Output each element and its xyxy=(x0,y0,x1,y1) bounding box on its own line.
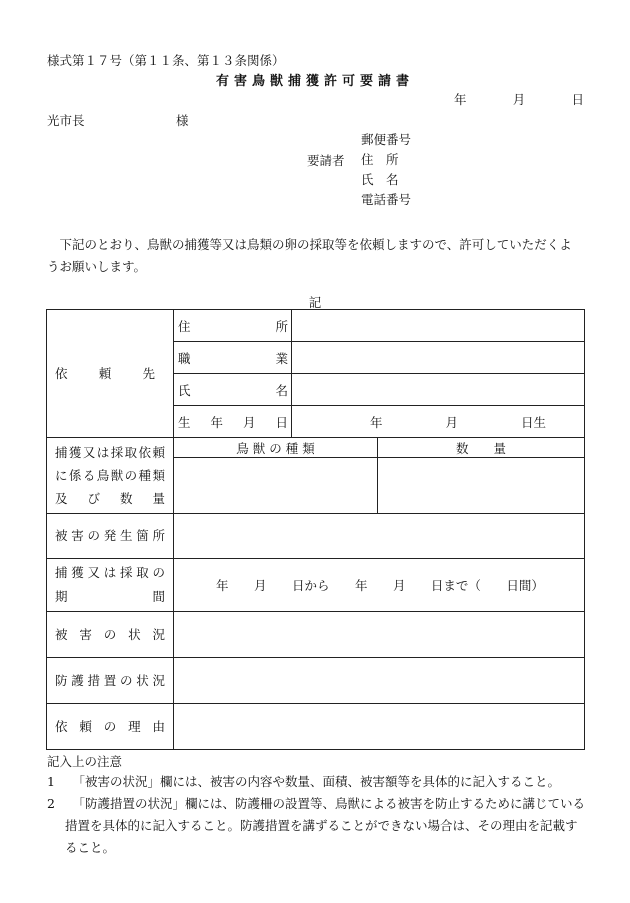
protection-status-label: 防護措置の状況 xyxy=(55,672,165,688)
client-occupation-label-cell xyxy=(174,342,292,374)
addressee-honorific: 様 xyxy=(176,113,189,128)
requester-fields xyxy=(361,130,411,210)
date-month: 月 xyxy=(512,92,526,107)
client-name-label-cell xyxy=(174,374,292,406)
note-item-1 xyxy=(47,771,587,793)
damage-location-label-cell xyxy=(47,514,174,559)
period-from-month: 月 xyxy=(253,578,267,593)
damage-location-field[interactable] xyxy=(174,514,585,559)
damage-location-label: 被害の発生箇所 xyxy=(55,528,165,543)
client-name-field[interactable] xyxy=(292,374,585,406)
client-birthdate-label-cell xyxy=(174,406,292,438)
quantity-column-header: 数 量 xyxy=(378,438,585,458)
species-column-header: 鳥 獣 の 種 類 xyxy=(174,438,378,458)
requester-phone: 電話番号 xyxy=(361,192,412,207)
reason-field[interactable] xyxy=(174,704,585,750)
client-address-label: 住所 xyxy=(178,318,288,334)
period-days: 日間） xyxy=(506,578,544,593)
damage-status-field[interactable] xyxy=(174,612,585,658)
client-label-cell xyxy=(47,310,174,438)
client-birthdate-field[interactable] xyxy=(292,406,585,438)
period-label-line-2: 期間 xyxy=(55,589,165,604)
note-number-2: 2 xyxy=(47,796,55,811)
period-to-year: 年 xyxy=(354,578,368,593)
species-field[interactable] xyxy=(174,458,378,514)
client-address-label-cell xyxy=(174,310,292,342)
period-to-day: 日まで（ xyxy=(430,578,481,593)
client-occupation-field[interactable] xyxy=(292,342,585,374)
requester-label: 要請者 xyxy=(307,153,345,168)
birthdate-year: 年 xyxy=(370,414,383,430)
damage-status-label: 被害の状況 xyxy=(55,626,165,642)
damage-status-label-cell xyxy=(47,612,174,658)
addressee xyxy=(47,111,189,129)
request-body-text: 下記のとおり、鳥獣の捕獲等又は鳥類の卵の採取等を依頼しますので、許可していただくようお願いします。 xyxy=(47,237,572,274)
client-label: 依頼先 xyxy=(55,365,155,381)
period-from-day: 日から xyxy=(291,578,330,593)
reason-label-cell xyxy=(47,704,174,750)
note-item-2 xyxy=(47,793,587,859)
period-label-cell xyxy=(47,559,174,612)
request-details-table xyxy=(46,309,585,750)
document-title: 有害鳥獣捕獲許可要請書 xyxy=(215,74,414,89)
form-number: 様式第１７号（第１１条、第１３条関係） xyxy=(47,53,285,68)
requester-postal-code: 郵便番号 xyxy=(361,132,412,147)
species-label-line-2: に係る鳥獣の種類 xyxy=(55,468,165,483)
period-field[interactable] xyxy=(174,559,585,612)
addressee-name: 光市長 xyxy=(47,113,85,128)
client-occupation-label: 職業 xyxy=(178,350,288,366)
note-text-1: 「被害の状況」欄には、被害の内容や数量、面積、被害額等を具体的に記入すること。 xyxy=(72,774,561,789)
period-label-line-1: 捕獲又は採取の xyxy=(55,565,165,580)
client-name-label: 氏名 xyxy=(178,382,288,398)
requester-name: 氏 名 xyxy=(361,172,399,187)
requester-address: 住 所 xyxy=(361,152,399,167)
birthdate-day: 日生 xyxy=(520,414,546,430)
ki-marker: 記 xyxy=(308,295,322,310)
note-text-2: 「防護措置の状況」欄には、防護柵の設置等、鳥獣による被害を防止するために講じている措置を具体的に記入すること。防護措置を講ずることができない場合は、その理由を記載すること。 xyxy=(65,796,586,855)
quantity-field[interactable] xyxy=(378,458,585,514)
period-to-month: 月 xyxy=(392,578,406,593)
notes-title: 記入上の注意 xyxy=(47,754,123,769)
date-year: 年 xyxy=(454,92,467,107)
period-from-year: 年 xyxy=(216,578,229,593)
birthdate-month: 月 xyxy=(445,414,458,430)
species-label-line-3: 及び数量 xyxy=(55,491,165,506)
reason-label: 依頼の理由 xyxy=(55,718,165,734)
submission-date xyxy=(454,90,584,108)
species-label-line-1: 捕獲又は採取依頼 xyxy=(55,445,165,460)
note-number-1: 1 xyxy=(47,774,55,789)
date-day: 日 xyxy=(571,92,584,107)
protection-status-label-cell xyxy=(47,658,174,704)
client-address-field[interactable] xyxy=(292,310,585,342)
protection-status-field[interactable] xyxy=(174,658,585,704)
species-label-cell xyxy=(47,438,174,514)
client-birthdate-label: 生年月日 xyxy=(178,414,288,430)
